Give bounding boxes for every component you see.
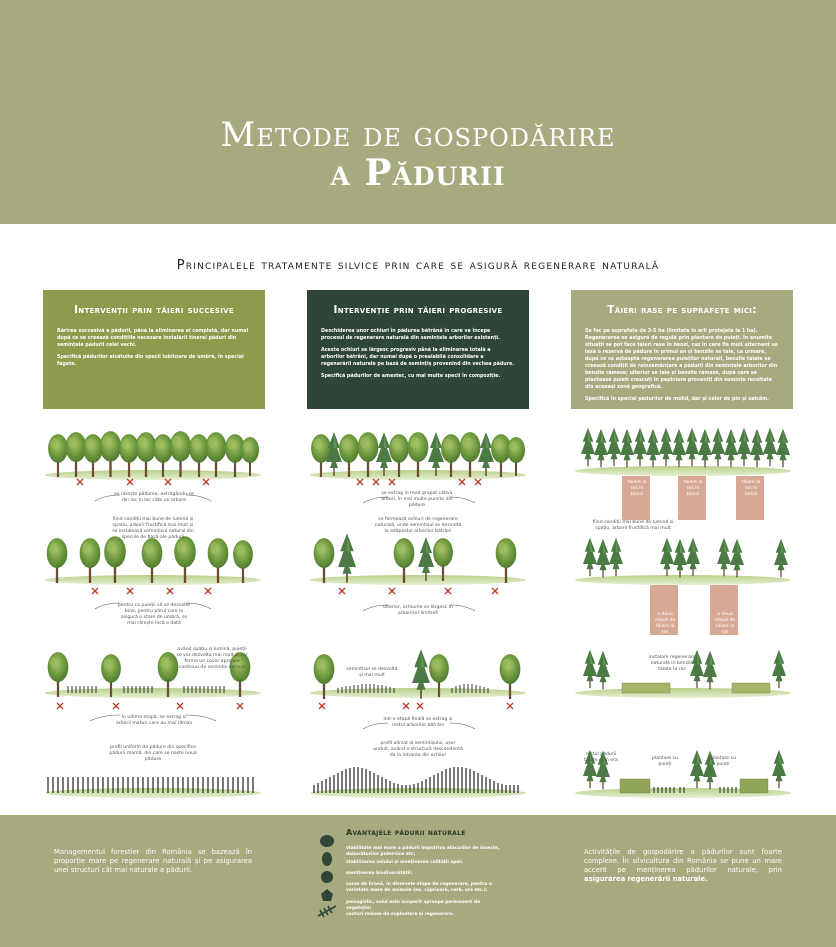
col1-stage4-saplings bbox=[45, 777, 261, 798]
col3-note-9: plantare cu puieți bbox=[651, 756, 679, 767]
oak-leaf-icon bbox=[320, 835, 334, 847]
col2-stage2-trees bbox=[310, 533, 526, 585]
col1-note-5: în ultima etapă, se extrag și arborii maturi care au mai rămas bbox=[116, 715, 192, 726]
col2-stage3-trees bbox=[310, 649, 526, 699]
column-3-infobox bbox=[571, 290, 793, 409]
column-3-paragraph: Specifică în special pădurilor de molid, dar și celor de pin și salcâm. bbox=[585, 397, 769, 402]
advantage-item: surse de hrană, în diversele etape de regenerare, pentru o varietate mare de animale (ex. căprioară, cerb, urs etc.); bbox=[346, 882, 492, 893]
column-1-paragraph: Rărirea succesivă a pădurii, până la eliminarea ei completă, dar numai după ce se creează condițiile necesare instalării tinerei păduri din semințele pădurii celei vechi. bbox=[57, 329, 249, 348]
beech-leaf-icon bbox=[321, 871, 333, 883]
fir-twig-icon bbox=[318, 906, 336, 917]
column-1-paragraph: Specifică pădurilor alcătuite din specii iubitoare de umbră, în special făgete. bbox=[57, 355, 244, 367]
col3-note-6: a doua etapă de tăiere la ras bbox=[714, 612, 736, 635]
col3-note-2: tăiere la ras în benzi bbox=[683, 480, 703, 497]
col3-stage2-trees bbox=[575, 538, 791, 585]
footer-left-text: Managementul forestier din România se bazează în proporție mare pe regenerare naturală și pe asigurarea unei structuri cât mai naturale a pădurii. bbox=[54, 848, 252, 874]
footer-right-bold: asigurarea regenerării naturale. bbox=[584, 875, 708, 883]
advantage-item: stabilitate mai mare a pădurii împotriva atacurilor de insecte, doborâturilor puternice etc; bbox=[346, 846, 500, 857]
birch-leaf-icon bbox=[322, 852, 332, 866]
col2-note-2: se formează ochiuri de regenerare naturală, unde semințișul se dezvoltă la adăpostul arborilor bătrâni bbox=[374, 517, 462, 534]
column-3-paragraph: Se fac pe suprafețe de 3-5 ha (limitate în arii protejate la 1 ha). Regenerarea se asigură de regulă prin plantare de puieți. În anumite situații se pot face tăieri rase în benzi, caz în care fie mult alternant se lasă o rezervă de pădure în primul an și benzile se taie, ca urmare, după ce se așteaptă regenerarea puieților naturali, benzile tăiate se creează condiții de reînsămânțare a pădurii din semințele arborilor din benzile rămase; ulterior se taie și benzile rămase, după care se plantează puieți crescuți în pepiniere proveniți din semințe recoltate din aceeași zonă geografică. bbox=[585, 329, 778, 390]
col2-note-4: semințișul se dezvoltă și mai mult bbox=[346, 667, 398, 678]
col1-note-4: având spațiu și lumină, puieții se vor dezvolta mai mult și vor forma un covor aproape continuu de semințiș natural bbox=[176, 647, 248, 670]
col2-note-3: ulterior, ochiurile se lărgesc în arborii(e) limitrofi bbox=[383, 605, 453, 616]
column-2-paragraph: Aceste ochiuri se lărgesc progresiv până la eliminarea totală a arborilor bătrâni, dar numai după o prealabilă consolidare a regenerării naturale pe bază de semințiș provenind din vechea pădure. bbox=[321, 348, 515, 367]
col3-note-5: a doua etapă de tăiere la ras bbox=[654, 612, 676, 635]
leaf-icons bbox=[314, 832, 340, 920]
footer-right-prefix: Activitățile de gospodărire a pădurilor sunt foarte complexe. În silvicultura din România se pune un mare accent pe menținerea pădurilor naturale, prin bbox=[584, 848, 782, 874]
section-subtitle: Principalele tratamente silvice prin care se asigură regenerare naturală bbox=[176, 258, 660, 273]
advantage-item: peisagistic, solul este acoperit aproape permanent de vegetație; bbox=[346, 900, 481, 911]
column-2-infobox bbox=[307, 290, 529, 409]
col1-note-1: se rărește pădurea, extrăgându-se din loc în loc câte un arbore bbox=[114, 492, 194, 503]
column-2-heading: Intervenție prin tăieri progresive bbox=[333, 304, 503, 316]
col3-note-8: restul pădurii tăiate cum era bbox=[584, 752, 618, 763]
col1-note-6: profil uniform de pădure din specifice pădurii mamă, din care se naște noua pădure bbox=[109, 745, 197, 762]
column-2-paragraph: Specifică pădurilor de amestec, cu mai multe specii în compoziție. bbox=[321, 374, 501, 379]
advantage-item: costuri reduse de exploatare și regenerare. bbox=[346, 912, 454, 917]
col1-stage2-marks bbox=[92, 588, 211, 594]
column-1-infobox bbox=[43, 290, 265, 409]
advantage-item: stabilizarea solului și menținerea calității apei; bbox=[346, 860, 463, 865]
page-title-line1: Metode de gospodărire bbox=[220, 115, 616, 155]
advantage-item: menținerea biodiversității; bbox=[346, 871, 413, 876]
col1-note-2: fiind condiții mai bune de lumină și spațiu, arborii fructifică mai mult și se instalează semințișul natural din speciile de bază ale pădurii bbox=[112, 517, 194, 540]
footer-right-text bbox=[584, 848, 782, 884]
col1-stage2-trees bbox=[45, 536, 261, 585]
col1-stage1-trees bbox=[45, 431, 261, 480]
column-2-paragraph: Deschiderea unor ochiuri în pădurea bătrână în care va începe procesul de regenerare naturală din semințele arborilor existenți. bbox=[321, 329, 500, 341]
column-1-heading: Intervenții prin tăieri succesive bbox=[74, 304, 234, 316]
col3-note-1: tăiere la ras în benzi bbox=[627, 480, 647, 497]
col2-note-6: profil aliniat al semințișului, ușor unduit, având o structură descendentă de la intrarea din ochiuri bbox=[373, 741, 463, 758]
page-title-line2: a Pădurii bbox=[330, 152, 506, 194]
col3-stage1-trees bbox=[575, 428, 791, 476]
col2-stage4-saplings bbox=[310, 767, 526, 798]
col3-note-10: plantare cu puieți bbox=[709, 756, 737, 767]
col2-stage3-marks bbox=[319, 703, 513, 709]
col2-stage2-marks bbox=[339, 588, 498, 594]
advantages-title: Avantajele pădurii naturale bbox=[346, 828, 466, 837]
maple-leaf-icon bbox=[321, 889, 333, 901]
col3-note-7: instalare regenerare naturală în benzile tăiate la ras bbox=[648, 655, 696, 672]
col3-note-4: fiind condiții mai bune de lumină și spațiu, arborii fructifică mai mult bbox=[592, 520, 674, 531]
col3-note-3: tăiere la ras în benzi bbox=[741, 480, 761, 497]
col2-note-1: se extrag în mod grupat câțiva arbori, în mai multe puncte din pădure bbox=[381, 491, 453, 508]
column-3-heading: Tăieri rase pe suprafețe mici: bbox=[607, 304, 757, 316]
col1-stage3-marks bbox=[57, 703, 243, 709]
col1-note-3: pentru ca puieții să se dezvolte bine, pentru părul care le asigură o stare de umbră, se mai rărește încă o dată bbox=[117, 603, 191, 626]
col2-stage1-trees bbox=[310, 432, 526, 480]
col2-note-5: într-o etapă finală se extrag și restul arborilor bătrâni bbox=[383, 717, 453, 728]
